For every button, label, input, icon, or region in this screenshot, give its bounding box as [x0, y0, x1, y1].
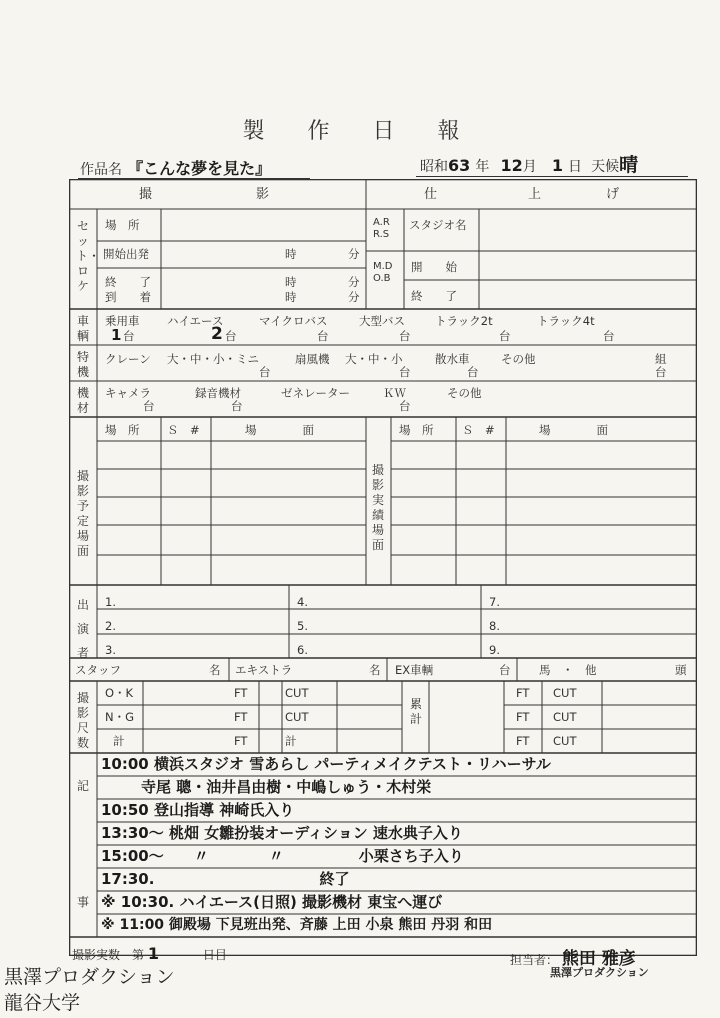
note-line-8: ※ 11:00 御殿場 下見班出発、斉藤 上田 小泉 熊田 丹羽 和田 [101, 917, 493, 933]
shoot-days-value: 1 [147, 944, 159, 963]
ar-rs-label: A.R R.S [373, 217, 390, 240]
actual-place-header: 場 所 [399, 423, 434, 437]
cum-total-ft: FT [516, 734, 530, 748]
work-title: 『こんな夢を見た』 [127, 159, 272, 178]
page-title: 製 作 日 報 [242, 119, 478, 144]
cast-4: 4. [297, 595, 308, 609]
weather-label: 天候 [591, 159, 620, 175]
cast-2: 2. [105, 619, 116, 633]
vehicle-hiace: ハイエース [167, 314, 224, 328]
arrive-label: 到 着 [105, 290, 151, 304]
crane-label: クレーン [105, 352, 151, 366]
microbus-unit: 台 [317, 329, 329, 343]
cumulative-label: 累計 [409, 697, 422, 726]
fan-unit: 台 [399, 365, 411, 379]
shoot-days [72, 944, 227, 963]
day-value: 1 [551, 156, 563, 175]
cum-ng-ft: FT [516, 710, 530, 724]
cast-3: 3. [105, 643, 116, 657]
year-unit: 年 [475, 159, 490, 175]
report-form [69, 179, 697, 956]
film-ok-cut: CUT [285, 686, 309, 700]
hiace-unit: 台 [225, 329, 237, 343]
film-total-label: 計 [113, 734, 125, 748]
crane-sizes: 大・中・小・ミニ [167, 352, 259, 366]
horse-unit: 頭 [675, 663, 687, 677]
note-line-7: ※ 10:30. ハイエース(日照) 撮影機材 東宝へ運び [101, 893, 443, 911]
special-other-label: その他 [501, 352, 536, 366]
actual-scene-header: 場 面 [539, 423, 608, 437]
film-ng-label: N・G [105, 710, 135, 724]
hiace-count: 2 [211, 324, 223, 344]
film-ok-ft: FT [234, 686, 248, 700]
staff-label: スタッフ [75, 663, 121, 677]
camera-label: キャメラ [105, 386, 151, 400]
vehicle-side-label: 車輌 [76, 314, 89, 343]
film-ok-label: O・K [105, 686, 134, 700]
vehicle-truck2t: トラック2t [435, 314, 493, 328]
generator-label: ゼネレーター [281, 386, 350, 400]
cum-ng-cut: CUT [553, 710, 577, 724]
equipment-other-label: その他 [447, 386, 482, 400]
cast-6: 6. [297, 643, 308, 657]
extra-label: エキストラ [235, 663, 293, 677]
depart-minute: 分 [348, 247, 360, 261]
manager-label: 担当者： [510, 953, 559, 967]
ex-car-unit: 台 [499, 663, 511, 677]
staff-unit: 名 [209, 663, 221, 677]
audio-unit: 台 [231, 399, 243, 413]
crane-unit: 台 [259, 365, 271, 379]
sprinkler-label: 散水車 [435, 352, 470, 366]
equipment-side-label: 機材 [76, 386, 89, 415]
era-label: 昭和 [420, 159, 448, 175]
end-minute: 分 [348, 275, 360, 289]
work-title-field [80, 156, 271, 179]
ex-car-label: EX車輌 [395, 663, 434, 677]
special-other-unit: 台 [655, 365, 667, 379]
truck2t-unit: 台 [499, 329, 511, 343]
shoot-days-label: 撮影実数 第 [72, 948, 145, 962]
company-name: 黒澤プロダクション [550, 966, 649, 979]
end-label: 終 了 [105, 275, 151, 289]
cast-7: 7. [489, 595, 500, 609]
place-label: 場 所 [105, 218, 140, 232]
car-count: 1 [111, 326, 122, 344]
fan-sizes: 大・中・小 [345, 352, 403, 366]
shoot-days-unit: 日目 [202, 948, 227, 962]
watermark-line-2: 龍谷大学 [4, 992, 81, 1014]
finish-label: 終 了 [411, 289, 457, 303]
weather-value: 晴 [619, 154, 639, 176]
largebus-unit: 台 [399, 329, 411, 343]
actual-snum-header: Ｓ # [462, 423, 495, 437]
cast-side-label: 出演者 [76, 598, 89, 660]
extra-unit: 名 [369, 663, 381, 677]
start-label: 開 始 [411, 260, 457, 274]
sprinkler-unit: 台 [467, 365, 479, 379]
arrive-hour: 時 [285, 290, 297, 304]
car-unit: 台 [123, 329, 135, 343]
date-underline [416, 176, 688, 177]
notes-side-top: 記 [76, 779, 89, 793]
work-label: 作品名 [80, 162, 122, 178]
special-side-label: 特機 [76, 350, 89, 379]
film-total-cut: 計 [285, 734, 297, 748]
fan-label: 扇風機 [295, 352, 330, 366]
month-value: 12 [500, 156, 523, 175]
cast-5: 5. [297, 619, 308, 633]
plan-place-header: 場 所 [105, 423, 140, 437]
depart-hour: 時 [285, 247, 297, 261]
arrive-minute: 分 [348, 290, 360, 304]
film-ng-ft: FT [234, 710, 248, 724]
cast-1: 1. [105, 595, 116, 609]
md-ob-label: M.D O.B [373, 261, 393, 284]
film-ng-cut: CUT [285, 710, 309, 724]
note-line-5: 15:00〜 〃 〃 小栗さち子入り [101, 847, 464, 865]
year-value: 63 [448, 156, 471, 175]
film-total-ft: FT [234, 734, 248, 748]
planned-side-label: 撮影予定場面 [76, 469, 89, 558]
horse-label: 馬 ・ 他 [539, 663, 597, 677]
cum-ok-cut: CUT [553, 686, 577, 700]
day-unit: 日 [568, 159, 583, 175]
note-line-6: 17:30. 終了 [101, 870, 350, 888]
audio-label: 録音機材 [195, 386, 241, 400]
month-unit: 月 [522, 159, 537, 175]
date-field [420, 150, 638, 177]
end-hour: 時 [285, 275, 297, 289]
cast-9: 9. [489, 643, 500, 657]
notes-side-bottom: 事 [76, 895, 89, 909]
shoot-header: 撮 影 [139, 187, 270, 202]
note-line-1: 10:00 横浜スタジオ 雪あらし パーティメイクテスト・リハーサル [101, 755, 551, 773]
depart-label: 開始出発 [103, 247, 149, 261]
finish-header: 仕 上 げ [424, 187, 620, 202]
note-line-3: 10:50 登山指導 神崎氏入り [101, 801, 295, 819]
cast-8: 8. [489, 619, 500, 633]
vehicle-largebus: 大型バス [359, 314, 405, 328]
truck4t-unit: 台 [603, 329, 615, 343]
special-group-unit: 組 [655, 352, 667, 366]
kw-unit: 台 [399, 399, 411, 413]
film-side-label: 撮影尺数 [76, 691, 89, 750]
cum-ok-ft: FT [516, 686, 530, 700]
vehicle-microbus: マイクロバス [259, 314, 328, 328]
set-loke-side-label: セット・ロケ [76, 219, 101, 293]
note-line-2: 寺尾 聰・油井昌由樹・中嶋しゅう・木村栄 [141, 778, 432, 796]
camera-unit: 台 [143, 399, 155, 413]
studio-label: スタジオ名 [409, 218, 467, 232]
vehicle-car: 乗用車 [105, 314, 140, 328]
vehicle-truck4t: トラック4t [537, 314, 595, 328]
plan-scene-header: 場 面 [245, 423, 314, 437]
kw-label: ＫＷ [383, 386, 406, 400]
actual-side-label: 撮影実績場面 [371, 463, 384, 552]
watermark-line-1: 黒澤プロダクション [4, 966, 175, 988]
note-line-4: 13:30〜 桃畑 女雛扮装オーディション 速水典子入り [101, 824, 463, 842]
manager-name: 熊田 雅彦 [561, 949, 636, 969]
plan-snum-header: Ｓ # [167, 423, 200, 437]
cum-total-cut: CUT [553, 734, 577, 748]
